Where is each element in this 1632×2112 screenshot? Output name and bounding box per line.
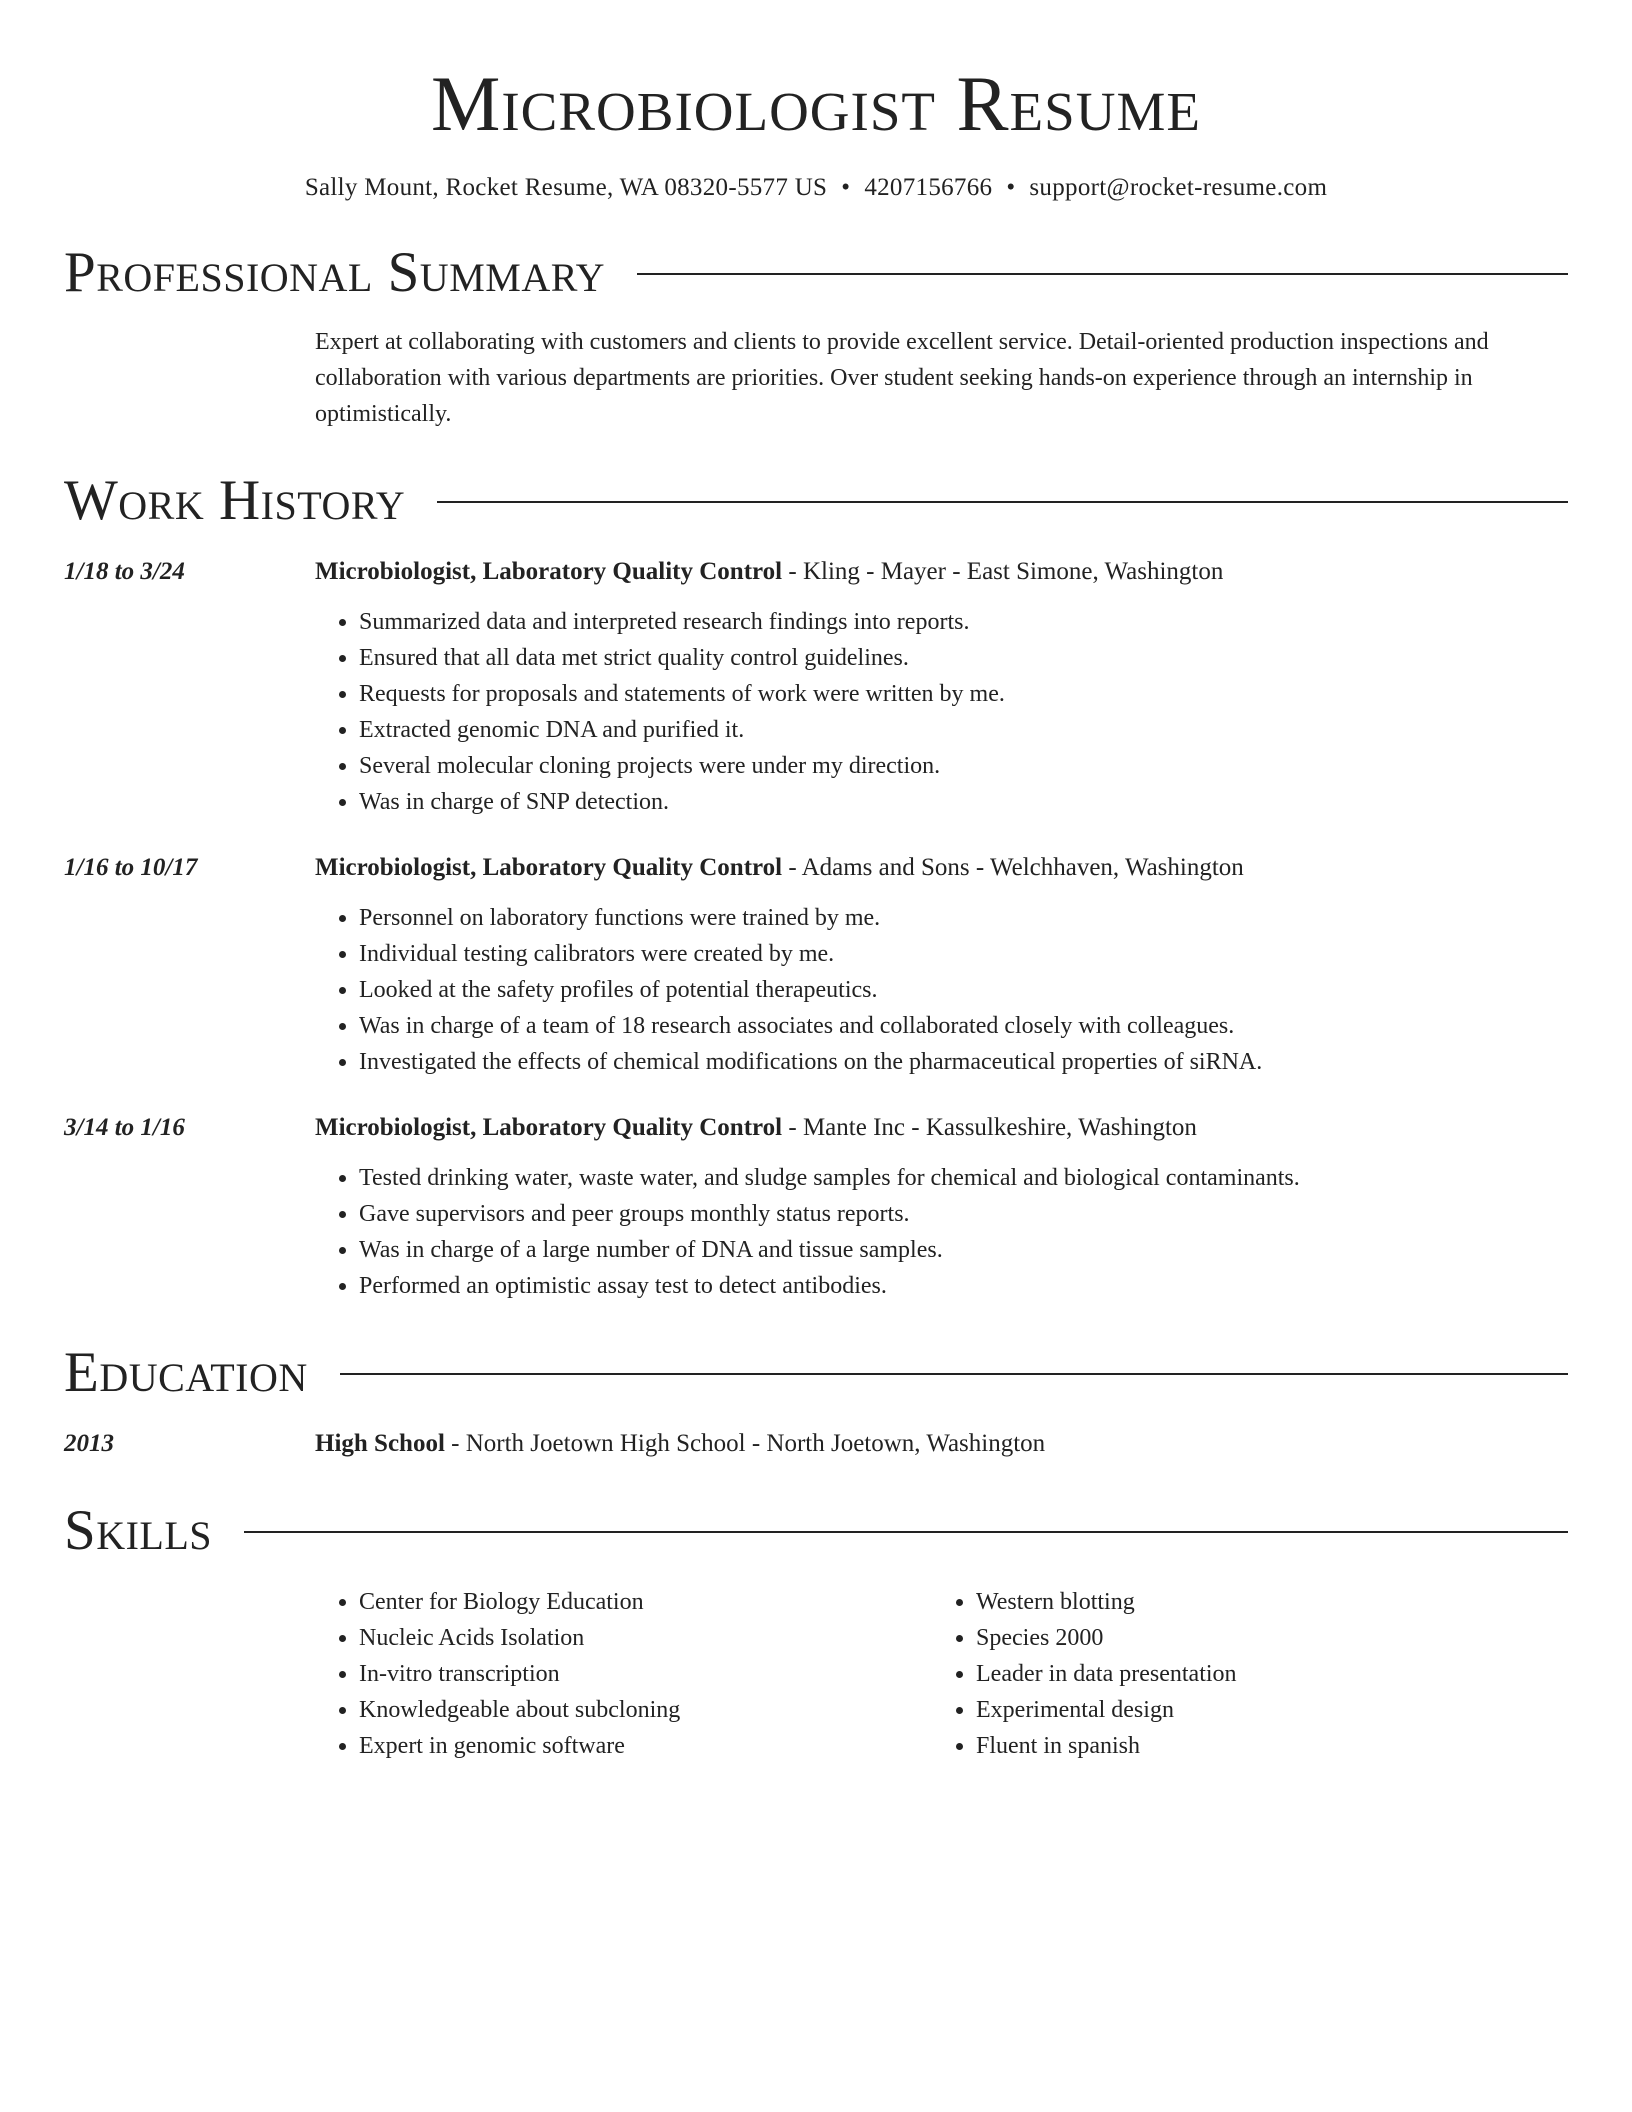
contact-line [64, 172, 1568, 204]
job-title-line [315, 850, 1568, 886]
job-bullet: • Was in charge of a team of 18 research associates and collaborated closely with colleagues. [359, 1008, 1568, 1044]
skills-grid [64, 1584, 1568, 1764]
summary-row [64, 324, 1568, 432]
job-bullet: • Looked at the safety profiles of potential therapeutics. [359, 972, 1568, 1008]
education-details: - North Joetown High School - North Joetown, Washington [444, 1430, 1046, 1457]
skill-item: • Species 2000 [976, 1620, 1549, 1656]
job-bullet: • Gave supervisors and peer groups monthly status reports. [359, 1196, 1568, 1232]
job-bullet: • Was in charge of a large number of DNA and tissue samples. [359, 1232, 1568, 1268]
job-bullet: • Tested drinking water, waste water, and sludge samples for chemical and biological contaminants. [359, 1160, 1568, 1196]
section-divider [637, 273, 1568, 275]
job-bullet: • Summarized data and interpreted research findings into reports. [359, 604, 1568, 640]
summary-section-header [64, 242, 1568, 304]
job-bullet: • Several molecular cloning projects were under my direction. [359, 748, 1568, 784]
education-heading: Education [64, 1341, 308, 1404]
education-degree: High School [315, 1430, 445, 1457]
section-divider [244, 1531, 1568, 1533]
summary-heading: Professional Summary [64, 241, 606, 304]
job-role: Microbiologist, Laboratory Quality Control [315, 854, 783, 881]
skills-section-header [64, 1500, 1568, 1562]
skills-heading: Skills [64, 1499, 213, 1562]
education-year: 2013 [64, 1430, 114, 1457]
job-bullet: • Performed an optimistic assay test to detect antibodies. [359, 1268, 1568, 1304]
job-bullets [315, 1160, 1568, 1304]
skill-item: • Knowledgeable about subcloning [359, 1692, 932, 1728]
contact-email: support@rocket-resume.com [1029, 174, 1328, 201]
skill-item: • Center for Biology Education [359, 1584, 932, 1620]
job-body [315, 1110, 1568, 1304]
job-bullets [315, 604, 1568, 820]
job-employer: - Mante Inc - Kassulkeshire, Washington [782, 1114, 1197, 1141]
work-history-list [64, 554, 1568, 1304]
job-bullet: • Ensured that all data met strict quality control guidelines. [359, 640, 1568, 676]
contact-address: Sally Mount, Rocket Resume, WA 08320-5577 US [304, 174, 828, 201]
job-bullets [315, 900, 1568, 1080]
skill-item: • In-vitro transcription [359, 1656, 932, 1692]
job-bullet: • Requests for proposals and statements of work were written by me. [359, 676, 1568, 712]
job-dates: 1/18 to 3/24 [64, 558, 185, 585]
job-title-line [315, 554, 1568, 590]
skill-item: • Fluent in spanish [976, 1728, 1549, 1764]
work-heading: Work History [64, 469, 406, 532]
job-entry [64, 554, 1568, 820]
resume-title: Microbiologist Resume [431, 60, 1201, 147]
job-entry [64, 1110, 1568, 1304]
skill-item: • Nucleic Acids Isolation [359, 1620, 932, 1656]
job-body [315, 554, 1568, 820]
summary-text: Expert at collaborating with customers and clients to provide excellent service. Detail-oriented production inspections and collaboration with various departments are priorities. Over student seeking hands-on experience through an internship in optimistically. [315, 329, 1489, 427]
skills-list-right [932, 1584, 1549, 1764]
work-section-header [64, 470, 1568, 532]
job-bullet: • Extracted genomic DNA and purified it. [359, 712, 1568, 748]
summary-spacer [64, 324, 315, 432]
skill-item: • Leader in data presentation [976, 1656, 1549, 1692]
job-bullet: • Investigated the effects of chemical modifications on the pharmaceutical properties of siRNA. [359, 1044, 1568, 1080]
job-role: Microbiologist, Laboratory Quality Control [315, 1114, 783, 1141]
skill-item: • Experimental design [976, 1692, 1549, 1728]
section-divider [437, 501, 1568, 503]
job-bullet: • Personnel on laboratory functions were trained by me. [359, 900, 1568, 936]
skill-item: • Expert in genomic software [359, 1728, 932, 1764]
job-bullet: • Was in charge of SNP detection. [359, 784, 1568, 820]
job-employer: - Adams and Sons - Welchhaven, Washington [782, 854, 1244, 881]
job-title-line [315, 1110, 1568, 1146]
education-details-line [315, 1426, 1568, 1462]
job-entry [64, 850, 1568, 1080]
skills-list-left [315, 1584, 932, 1764]
education-section-header [64, 1342, 1568, 1404]
job-employer: - Kling - Mayer - East Simone, Washington [782, 558, 1224, 585]
job-body [315, 850, 1568, 1080]
job-role: Microbiologist, Laboratory Quality Control [315, 558, 783, 585]
education-entry [64, 1426, 1568, 1462]
job-dates: 1/16 to 10/17 [64, 854, 198, 881]
contact-separator: • [841, 174, 851, 201]
skill-item: • Western blotting [976, 1584, 1549, 1620]
contact-phone: 4207156766 [864, 174, 993, 201]
resume-page [64, 0, 1568, 1764]
section-divider [340, 1373, 1568, 1375]
job-dates: 3/14 to 1/16 [64, 1114, 185, 1141]
contact-separator: • [1006, 174, 1016, 201]
job-bullet: • Individual testing calibrators were created by me. [359, 936, 1568, 972]
